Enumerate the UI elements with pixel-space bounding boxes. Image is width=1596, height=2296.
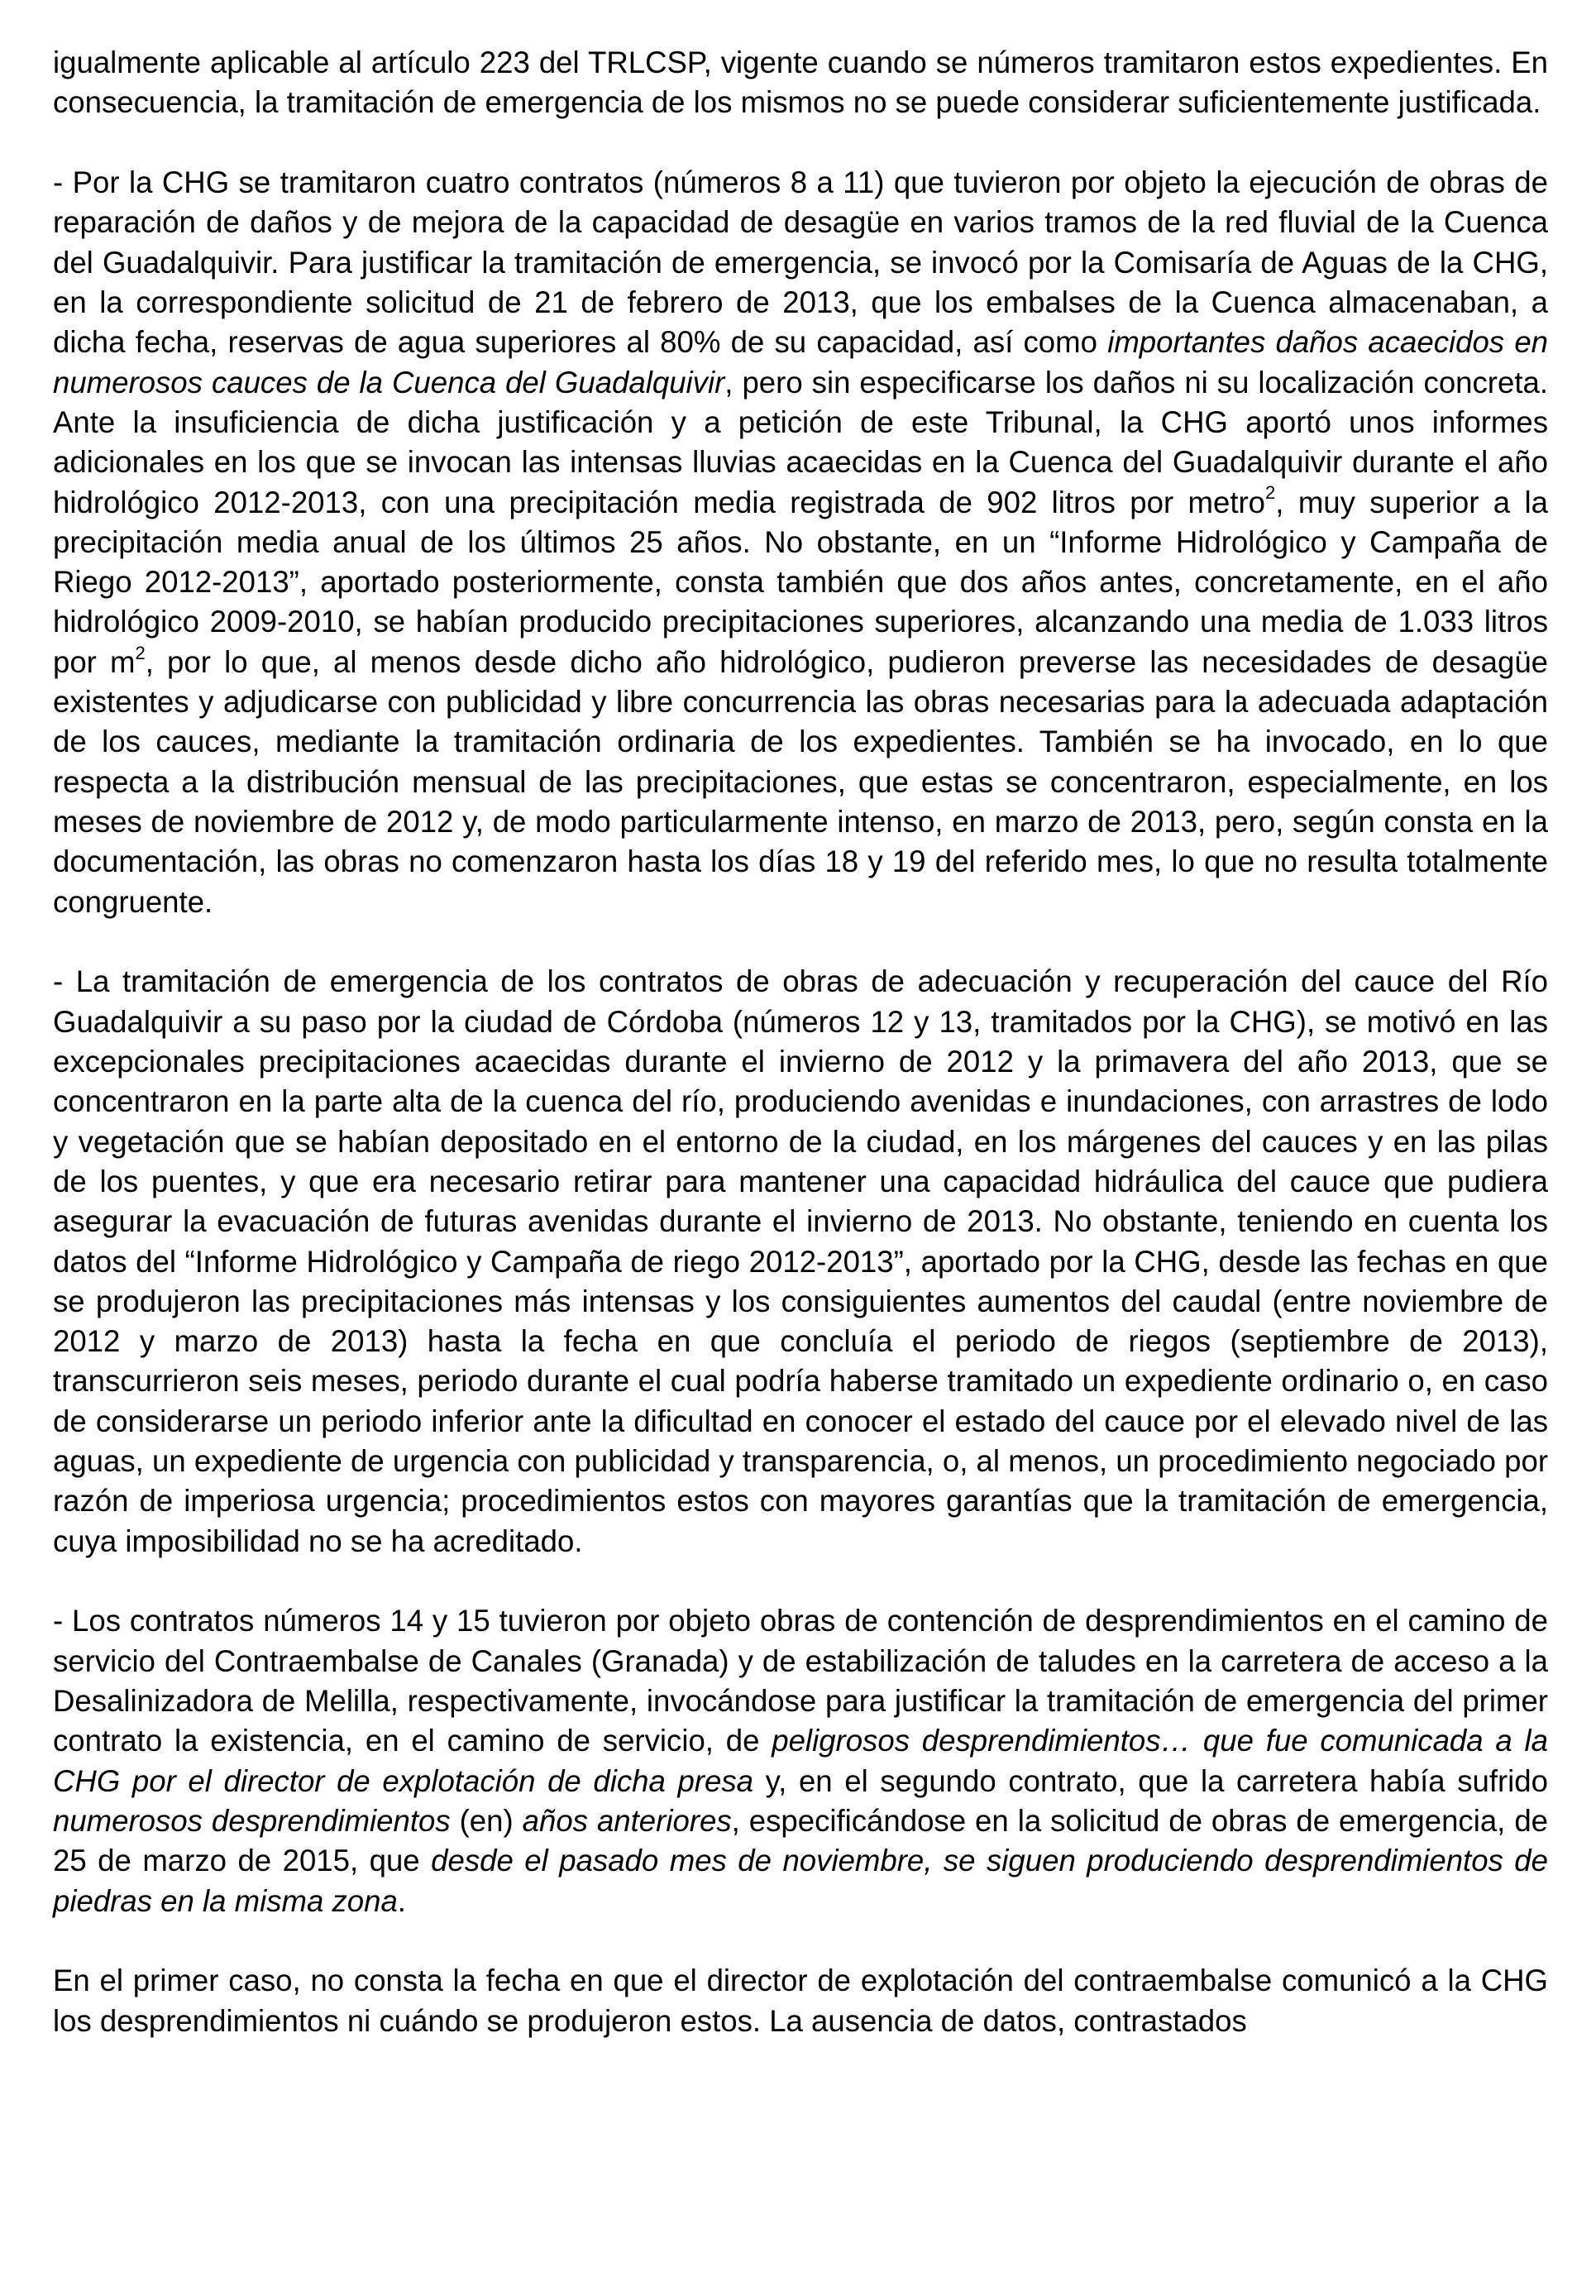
italic-quote: peligrosos desprendimientos… que fue comunicada a la CHG por el director de explotación de dicha presa bbox=[53, 1724, 1549, 1798]
paragraph bbox=[53, 1961, 1548, 2041]
text-run: (en) bbox=[450, 1803, 523, 1838]
text-run: - Los contratos números 14 y 15 tuvieron por objeto obras de contención de desprendimientos en el camino de servicio del Contraembalse de Canales (Granada) y de estabilización de taludes en la carretera de acceso a la Desalinizadora de Melilla, respectivamente, invocándose para justificar la tramitación de emergencia del primer contrato la existencia, en el camino de servicio, de bbox=[53, 1604, 1548, 1758]
text-run: , especificándose en la solicitud de obras de emergencia, de 25 de marzo de 2015, que bbox=[53, 1803, 1549, 1878]
document-page bbox=[53, 43, 1548, 2082]
superscript: 2 bbox=[135, 642, 146, 663]
text-run: , por lo que, al menos desde dicho año hidrológico, pudieron preverse las necesidades de desagüe existentes y adjudicarse con publicidad y libre concurrencia las obras necesarias para la adecuada adaptación de los cauces, mediante la tramitación ordinaria de los expedientes. También se ha invocado, en lo que respecta a la distribución mensual de las precipitaciones, que estas se concentraron, especialmente, en los meses de noviembre de 2012 y, de modo particularmente intenso, en marzo de 2013, pero, según consta en la documentación, las obras no comenzaron hasta los días 18 y 19 del referido mes, lo que no resulta totalmente congruente. bbox=[53, 644, 1549, 919]
text-run: En el primer caso, no consta la fecha en que el director de explotación del contraembalse comunicó a la CHG los desprendimientos ni cuándo se produjeron estos. La ausencia de datos, contrastados bbox=[53, 1964, 1548, 2038]
paragraph bbox=[53, 962, 1548, 1561]
paragraph bbox=[53, 1601, 1548, 1921]
italic-quote: desde el pasado mes de noviembre, se siguen produciendo desprendimientos de piedras en la misma zona bbox=[53, 1844, 1548, 1918]
text-run: , muy superior a la precipitación media anual de los últimos 25 años. No obstante, en un “Informe Hidrológico y Campaña de Riego 2012-2013”, aportado posteriormente, consta también que dos años antes, concretamente, en el año hidrológico 2009-2010, se habían producido precipitaciones superiores, alcanzando una media de 1.033 litros por m bbox=[53, 485, 1548, 679]
paragraph bbox=[53, 43, 1548, 123]
text-run: - La tramitación de emergencia de los contratos de obras de adecuación y recuperación del cauce del Río Guadalquivir a su paso por la ciudad de Córdoba (números 12 y 13, tramitados por la CHG), se motivó en las excepcionales precipitaciones acaecidas durante el invierno de 2012 y la primavera del año 2013, que se concentraron en la parte alta de la cuenca del río, produciendo avenidas e inundaciones, con arrastres de lodo y vegetación que se habían depositado en el entorno de la ciudad, en los márgenes del cauces y en las pilas de los puentes, y que era necesario retirar para mantener una capacidad hidráulica del cauce que pudiera asegurar la evacuación de futuras avenidas durante el invierno de 2013. No obstante, teniendo en cuenta los datos del “Informe Hidrológico y Campaña de riego 2012-2013”, aportado por la CHG, desde las fechas en que se produjeron las precipitaciones más intensas y los consiguientes aumentos del caudal (entre noviembre de 2012 y marzo de 2013) hasta la fecha en que concluía el periodo de riegos (septiembre de 2013), transcurrieron seis meses, periodo durante el cual podría haberse tramitado un expediente ordinario o, en caso de considerarse un periodo inferior ante la dificultad en conocer el estado del cauce por el elevado nivel de las aguas, un expediente de urgencia con publicidad y transparencia, o, al menos, un procedimiento negociado por razón de imperiosa urgencia; procedimientos estos con mayores garantías que la tramitación de emergencia, cuya imposibilidad no se ha acreditado. bbox=[53, 964, 1548, 1558]
italic-quote: años anteriores bbox=[522, 1803, 732, 1838]
text-run: y, en el segundo contrato, que la carretera había sufrido bbox=[753, 1763, 1548, 1798]
paragraph bbox=[53, 163, 1548, 922]
italic-quote: numerosos desprendimientos bbox=[53, 1803, 451, 1838]
text-run: igualmente aplicable al artículo 223 del TRLCSP, vigente cuando se números tramitaron estos expedientes. En consecuencia, la tramitación de emergencia de los mismos no se puede considerar suficientemente justificada. bbox=[53, 45, 1548, 120]
text-run: , pero sin especificarse los daños ni su localización concreta. Ante la insuficiencia de dicha justificación y a petición de este Tribunal, la CHG aportó unos informes adicionales en los que se invocan las intensas lluvias acaecidas en la Cuenca del Guadalquivir durante el año hidrológico 2012-2013, con una precipitación media registrada de 902 litros por metro bbox=[53, 365, 1548, 519]
text-run: . bbox=[397, 1883, 406, 1918]
superscript: 2 bbox=[1265, 482, 1276, 504]
italic-quote: importantes daños acaecidos en numerosos cauces de la Cuenca del Guadalquivir bbox=[53, 325, 1549, 399]
text-run: - Por la CHG se tramitaron cuatro contratos (números 8 a 11) que tuvieron por objeto la ejecución de obras de reparación de daños y de mejora de la capacidad de desagüe en varios tramos de la red fluvial de la Cuenca del Guadalquivir. Para justificar la tramitación de emergencia, se invocó por la Comisaría de Aguas de la CHG, en la correspondiente solicitud de 21 de febrero de 2013, que los embalses de la Cuenca almacenaban, a dicha fecha, reservas de agua superiores al 80% de su capacidad, así como bbox=[53, 165, 1548, 360]
